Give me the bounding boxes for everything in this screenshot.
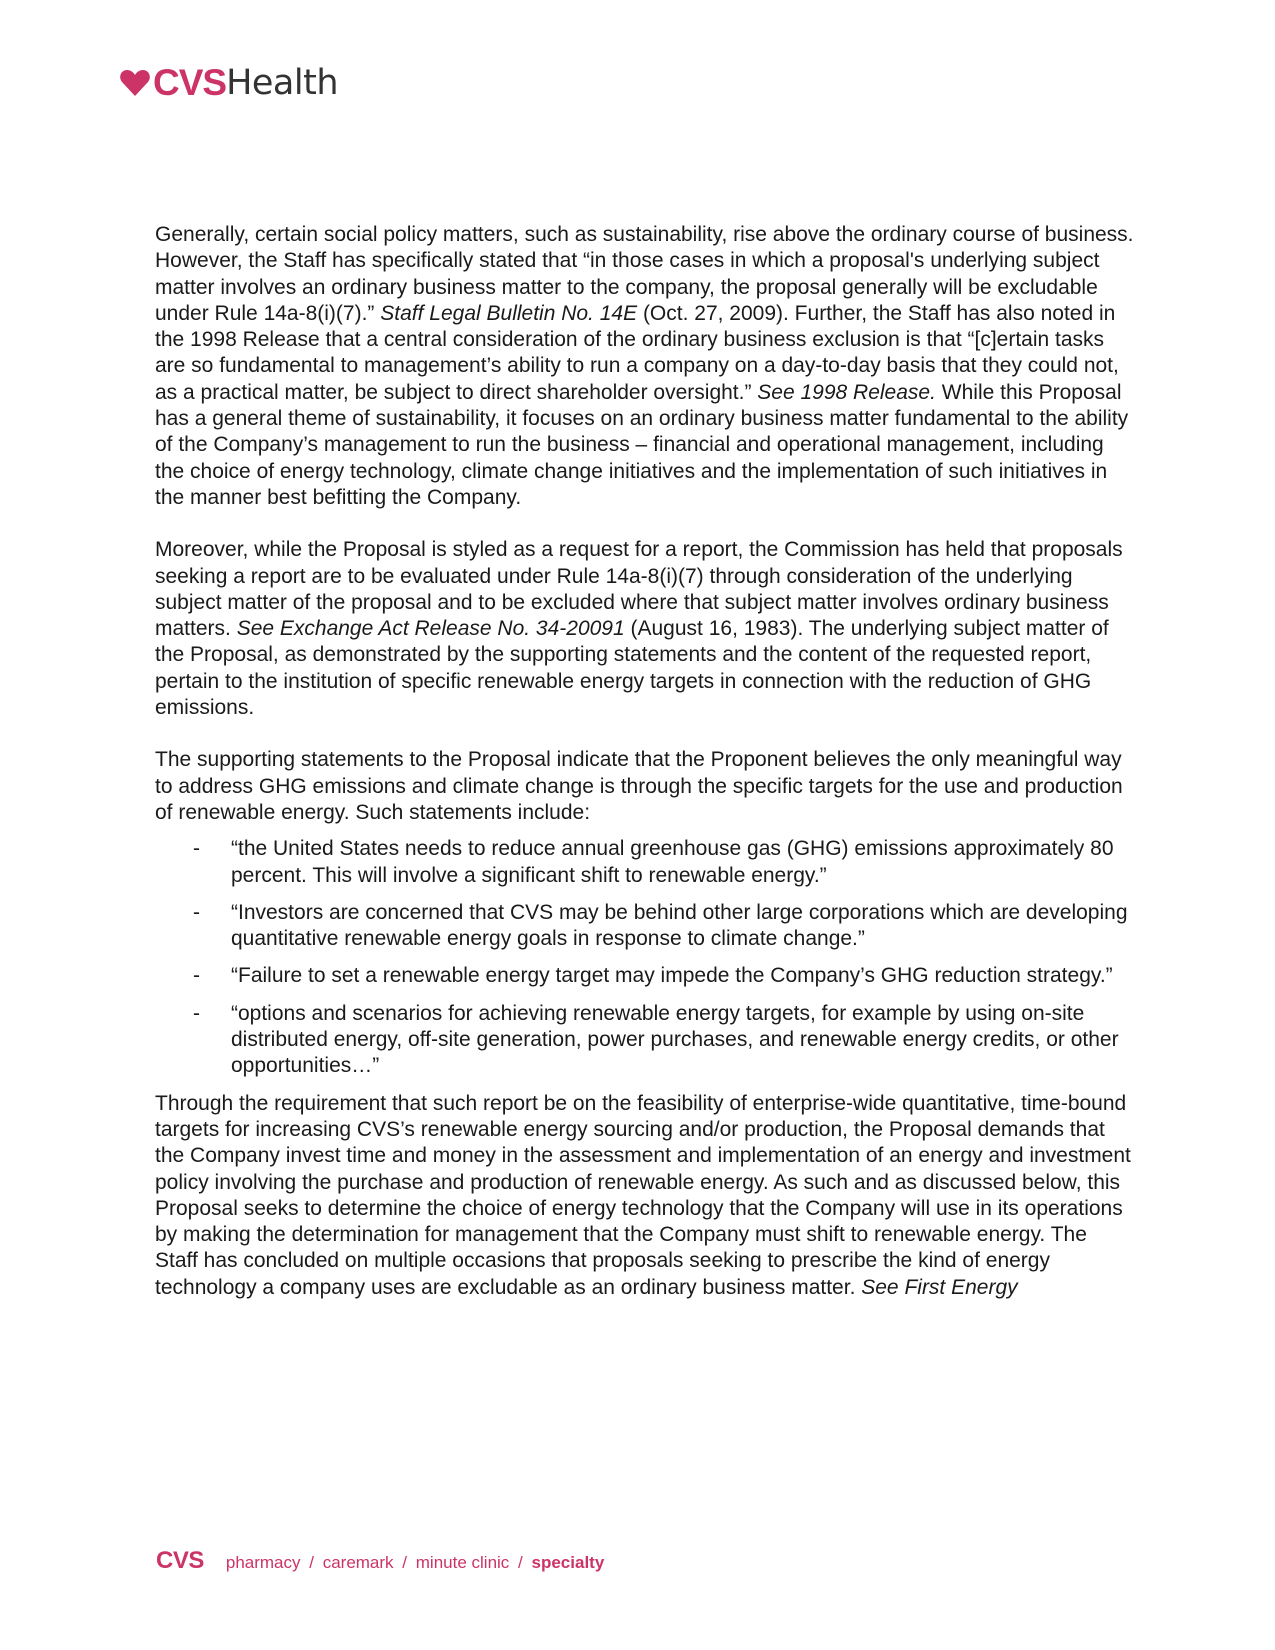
paragraph-4 — [155, 1091, 1135, 1301]
list-dash: - — [193, 1001, 200, 1025]
citation-staff-legal-bulletin: Staff Legal Bulletin No. 14E — [380, 301, 638, 325]
list-item-text: “options and scenarios for achieving renewable energy targets, for example by using on-site distributed energy, off-site generation, power purchases, and renewable energy credits, or other opportunities…” — [231, 1001, 1119, 1078]
paragraph-1-text-a: Generally, certain social policy matters, such as sustainability, rise above the ordinary course of business. However, the Staff has specifically stated that “in those cases in which a proposal's underlying subject matter involves an ordinary business matter to the company, the proposal generally will be excludable under Rule 14a-8(i)(7).” — [155, 223, 1134, 325]
logo-health-text: Health — [226, 63, 339, 103]
paragraph-2-text-a: Moreover, while the Proposal is styled as a request for a report, the Commission has held that proposals seeking a report are to be evaluated under Rule 14a-8(i)(7) through consideration of the underlying subject matter of the proposal and to be excluded where that subject matter involves ordinary business matters. — [155, 538, 1123, 641]
list-item — [155, 900, 1135, 953]
list-dash: - — [193, 900, 200, 924]
list-item — [155, 836, 1135, 889]
citation-exchange-act-release: See Exchange Act Release No. 34-20091 — [236, 617, 625, 641]
paragraph-2 — [155, 537, 1135, 721]
footer-brand-bar — [156, 1547, 604, 1575]
paragraph-1 — [155, 222, 1135, 511]
letter-body — [155, 222, 1135, 1301]
footer-separator: / — [518, 1553, 523, 1572]
footer-caremark: caremark — [322, 1553, 394, 1572]
list-item-text: “the United States needs to reduce annual greenhouse gas (GHG) emissions approximately 80 percent. This will involve a significant shift to renewable energy.” — [231, 837, 1114, 887]
list-item-text: “Failure to set a renewable energy target may impede the Company’s GHG reduction strategy.” — [231, 964, 1113, 988]
list-item — [155, 963, 1135, 989]
footer-specialty: specialty — [531, 1553, 605, 1572]
list-dash: - — [193, 964, 200, 988]
supporting-statements-list — [155, 836, 1135, 1079]
list-dash: - — [193, 837, 200, 861]
paragraph-3: The supporting statements to the Proposal indicate that the Proponent believes the only meaningful way to address GHG emissions and climate change is through the specific targets for the use and production of renewable energy. Such statements include: — [155, 748, 1123, 824]
footer-business-lines — [226, 1553, 604, 1573]
list-item — [155, 1001, 1135, 1080]
heart-icon — [119, 69, 151, 97]
footer-pharmacy: pharmacy — [225, 1553, 301, 1572]
citation-1998-release: See 1998 Release. — [757, 380, 936, 404]
footer-minute-clinic: minute clinic — [415, 1553, 510, 1572]
footer-separator: / — [402, 1553, 408, 1572]
logo-cvs-text: CVS — [153, 62, 227, 103]
citation-first-energy: See First Energy — [861, 1275, 1018, 1299]
footer-separator: / — [309, 1553, 314, 1572]
footer-cvs-logo: CVS — [156, 1547, 204, 1574]
paragraph-4-text: Through the requirement that such report be on the feasibility of enterprise-wide quantitative, time-bound targets for increasing CVS’s renewable energy sourcing and/or production, the Proposal demands that the Company invest time and money in the assessment and implementation of an energy and investment policy involving the purchase and production of renewable energy. As such and as discussed below, this Proposal seeks to determine the choice of energy technology that the Company will use in its operations by making the determination for management that the Company must shift to renewable energy. The Staff has concluded on multiple occasions that proposals seeking to prescribe the kind of energy technology a company uses are excludable as an ordinary business matter. — [155, 1091, 1131, 1299]
paragraph-2-text-b: (August 16, 1983). The underlying subject matter of the Proposal, as demonstrated by the supporting statements and the content of the requested report, pertain to the institution of specific renewable energy targets in connection with the reduction of GHG emissions. — [155, 617, 1109, 720]
paragraph-1-text-b: (Oct. 27, 2009). Further, the Staff has also noted in the 1998 Release that a central consideration of the ordinary business exclusion is that “[c]ertain tasks are so fundamental to management’s ability to run a company on a day-to-day basis that they could not, as a practical matter, be subject to direct shareholder oversight.” — [155, 301, 1119, 404]
paragraph-1-text-c: While this Proposal has a general theme of sustainability, it focuses on an ordinary business matter fundamental to the ability of the Company’s management to run the business – financial and operational management, including the choice of energy technology, climate change initiatives and the implementation of such initiatives in the manner best befitting the Company. — [155, 380, 1129, 509]
cvs-health-logo — [119, 62, 338, 104]
list-item-text: “Investors are concerned that CVS may be behind other large corporations which are developing quantitative renewable energy goals in response to climate change.” — [231, 900, 1128, 951]
